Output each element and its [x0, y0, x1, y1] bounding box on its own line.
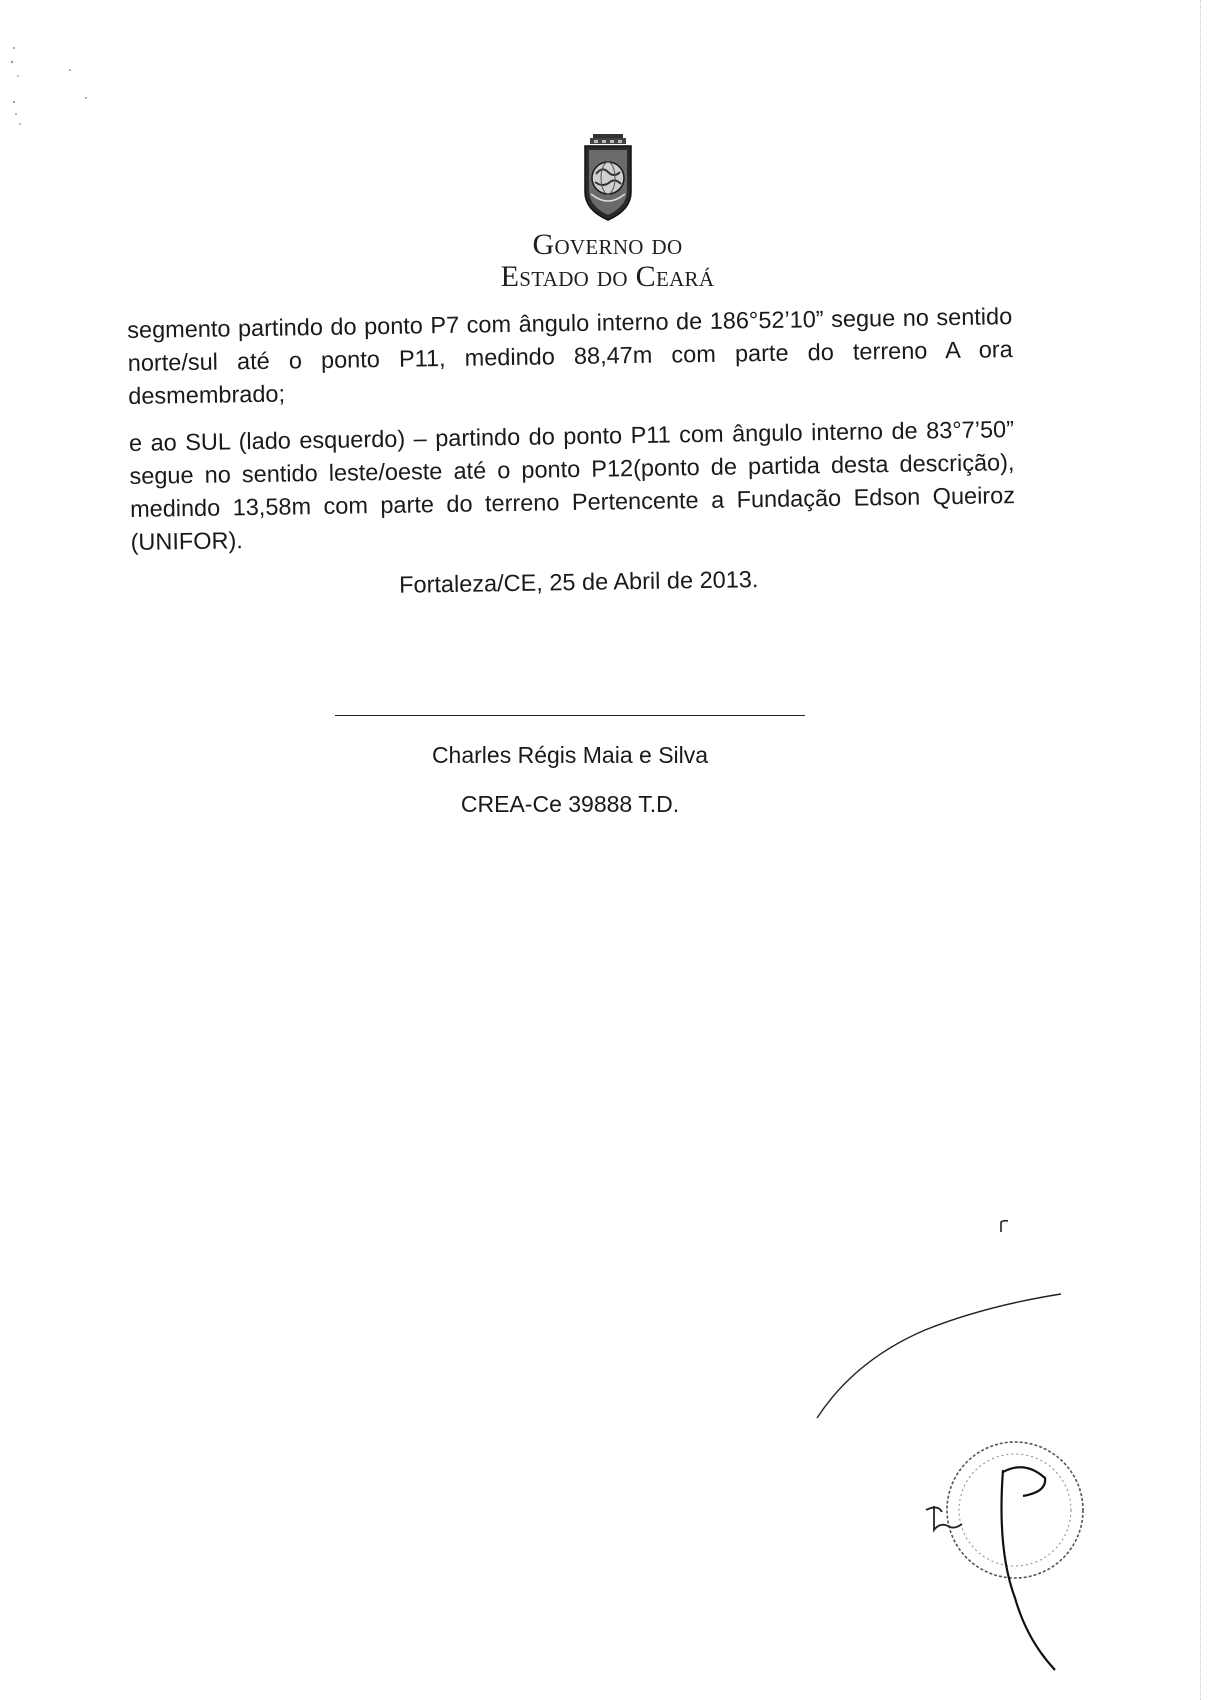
- date-line: Fortaleza/CE, 25 de Abril de 2013.: [398, 566, 759, 598]
- ink-mark-icon: [998, 1218, 1014, 1234]
- letterhead-line-2: Estado do Ceará: [500, 260, 715, 293]
- signer-registration: CREA-Ce 39888 T.D.: [460, 791, 680, 817]
- signature-block: [335, 715, 805, 818]
- coat-of-arms-icon: [577, 132, 639, 224]
- signer-name: Charles Régis Maia e Silva: [431, 742, 709, 768]
- letterhead: [0, 132, 1215, 292]
- scan-specks: [8, 40, 98, 140]
- ink-stroke: [815, 1290, 1065, 1420]
- signature-line: [335, 715, 805, 716]
- letterhead-line-1: Governo do: [532, 228, 683, 261]
- paragraph-2: e ao SUL (lado esquerdo) – partindo do ponto P11 com ângulo interno de 83°7’50” segue no sentido leste/oeste até o ponto P12(ponto de partida desta descrição), medindo 13,58m com parte do terreno Pertencente a Fundação Edson Queiroz (UNIFOR).: [128, 416, 1016, 555]
- office-stamp: [905, 1430, 1125, 1690]
- initials-mark: [920, 1500, 970, 1540]
- paragraph-1: segmento partindo do ponto P7 com ângulo interno de 186°52’10” segue no sentido norte/sul até o ponto P11, medindo 88,47m com parte do terreno A ora desmembrado;: [127, 303, 1013, 409]
- document-body: [127, 300, 1016, 606]
